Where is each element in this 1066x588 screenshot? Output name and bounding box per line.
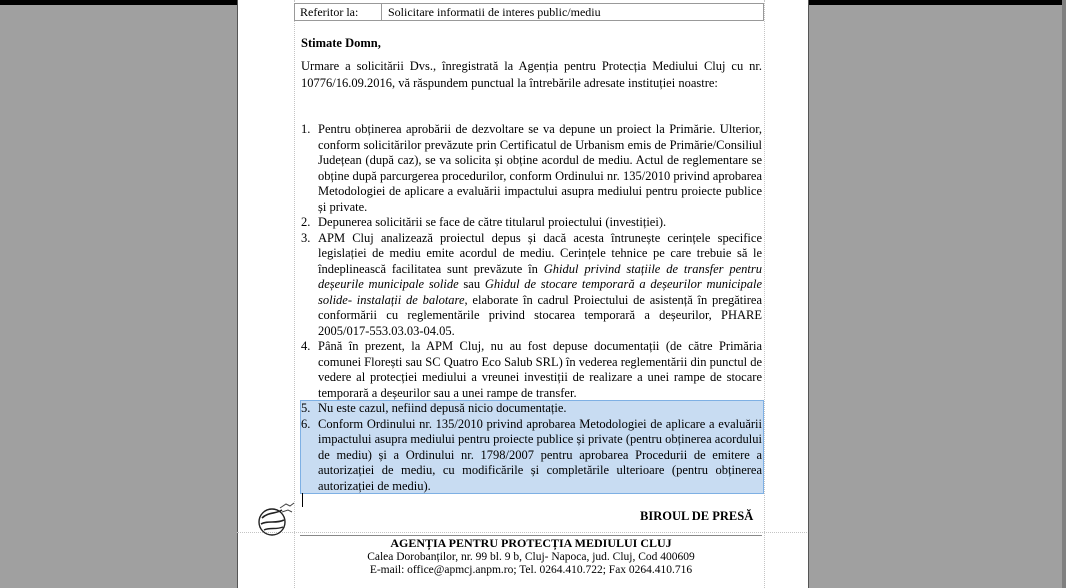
reference-value: Solicitare informatii de interes public/mediu bbox=[381, 4, 601, 20]
list-item bbox=[301, 417, 762, 495]
salutation: Stimate Domn, bbox=[301, 36, 381, 50]
list-item-number: 5. bbox=[301, 401, 311, 415]
apm-globe-logo-icon bbox=[256, 502, 296, 538]
list-item-number: 1. bbox=[301, 122, 311, 136]
list-item bbox=[301, 231, 762, 340]
italic-text: Ghidul privind stațiile de transfer pentru deșeurile municipale solide bbox=[318, 261, 762, 291]
text-cursor bbox=[302, 493, 303, 507]
reference-table bbox=[294, 3, 764, 21]
list-item-number: 2. bbox=[301, 215, 311, 229]
signature-press-office: BIROUL DE PRESĂ bbox=[640, 509, 754, 523]
list-item-text: Nu este cazul, nefiind depusă nicio documentație. bbox=[318, 401, 567, 415]
intro-paragraph: Urmare a solicitării Dvs., înregistrată la Agenția pentru Protecția Mediului Cluj cu nr. 10776/16.09.2016, vă răspundem punctual la întrebările adresate instituției noastre: bbox=[301, 59, 762, 90]
list-item bbox=[301, 215, 762, 231]
list-item-text: Pentru obținerea aprobării de dezvoltare se va depune un proiect la Primărie. Ulterior, conform solicitărilor prevăzute prin Certificatul de Urbanism emis de Primărie/Consiliul Județean (după caz), se va solicita și obține acordul de mediu. Actul de reglementare se obține după parcurgerea procedurilor, conform Ordinului nr. 135/2010 privind aprobarea Metodologiei de aplicare a evaluării impactului asupra mediului pentru proiecte publice și private. bbox=[318, 122, 762, 214]
list-item-number: 3. bbox=[301, 230, 311, 245]
vertical-scrollbar[interactable] bbox=[1062, 0, 1066, 588]
footer-contact: E-mail: office@apmcj.anpm.ro; Tel. 0264.410.722; Fax 0264.410.716 bbox=[369, 564, 693, 576]
reference-label: Referitor la: bbox=[300, 5, 359, 19]
margin-guide-bottom bbox=[237, 532, 807, 533]
answer-list bbox=[301, 122, 762, 494]
list-item-text: sau bbox=[458, 277, 485, 291]
footer bbox=[300, 537, 762, 578]
list-item-text: Conform Ordinului nr. 135/2010 privind aprobarea Metodologiei de aplicare a evaluării impactului asupra mediului pentru proiecte publice și private (pentru obținerea acordului de mediu) și a Ordinului nr. 1798/2007 pentru aprobarea Procedurii de emitere a autorizației de mediu, cu modificările și completările ulterioare (pentru obținerea autorizației de mediu). bbox=[318, 416, 762, 493]
footer-agency: AGENȚIA PENTRU PROTECȚIA MEDIULUI CLUJ bbox=[390, 536, 672, 550]
list-item-text: , elaborate în cadrul Proiectului de asistență în pregătirea conformării cu reglementările privind stocarea temporară a deșeurilor, PHARE 2005/017-553.03.03-04.05. bbox=[318, 292, 763, 338]
list-item bbox=[301, 339, 762, 401]
list-item-text: Depunerea solicitării se face de către titularul proiectului (investiției). bbox=[318, 215, 667, 229]
list-item bbox=[301, 401, 762, 417]
list-item-text: APM Cluj analizează proiectul depus și dacă acesta întrunește cerințele specifice legislației de mediu emite acordul de mediu. Cerințele tehnice pe care trebuie să le îndeplinească facilitatea sunt prevăzute în bbox=[318, 230, 762, 276]
list-item bbox=[301, 122, 762, 215]
margin-guide-right bbox=[764, 0, 765, 588]
list-item-number: 6. bbox=[301, 416, 311, 431]
list-item-number: 4. bbox=[301, 339, 311, 353]
italic-text: Ghidul de stocare temporară a deșeurilor municipale solide- instalații de balotare bbox=[318, 277, 762, 307]
margin-guide-left bbox=[294, 0, 295, 588]
footer-address: Calea Dorobanților, nr. 99 bl. 9 b, Cluj- Napoca, jud. Cluj, Cod 400609 bbox=[367, 550, 695, 563]
list-item-text: Până în prezent, la APM Cluj, nu au fost depuse documentații (de către Primăria comunei Florești sau SC Quatro Eco Salub SRL) în vederea reglementării din punctul de vedere al protecției mediului a vreunei investiții de realizare a unei rampe de stocare temporară a deșeurilor sau a unei rampe de transfer. bbox=[318, 339, 762, 400]
